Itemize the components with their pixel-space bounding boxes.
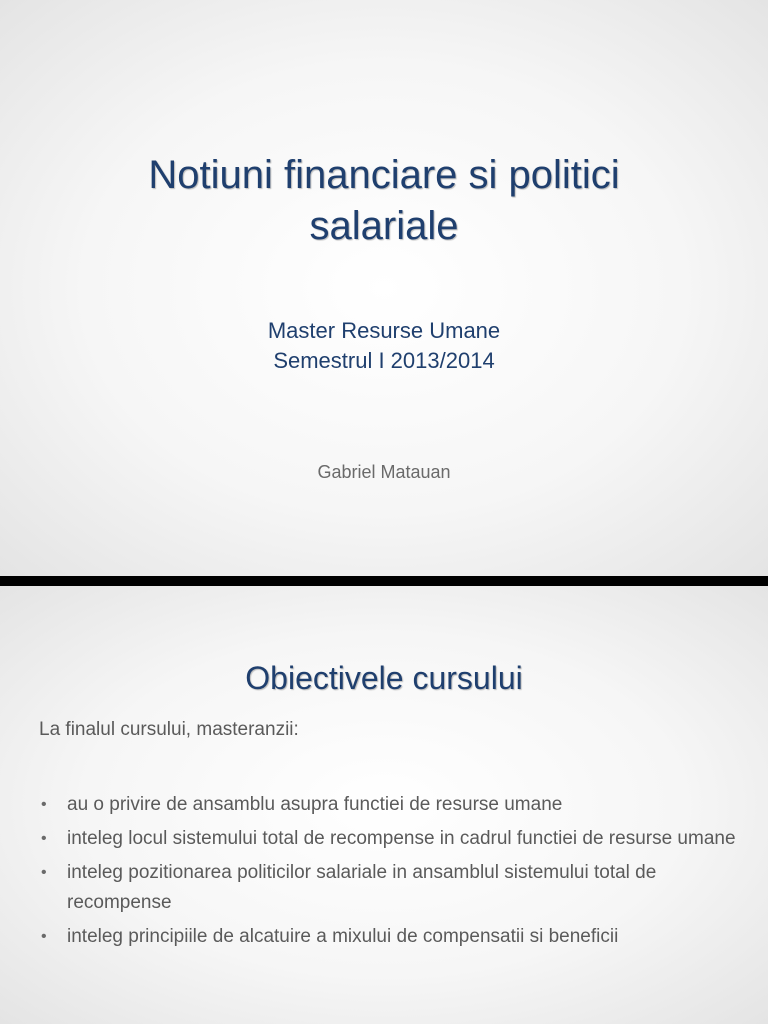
list-item-text: inteleg principiile de alcatuire a mixului de compensatii si beneficii — [67, 926, 619, 947]
objectives-slide — [0, 586, 768, 1024]
list-item — [39, 790, 739, 820]
list-item — [39, 858, 739, 918]
objectives-list — [39, 790, 739, 956]
slide-title-line-1: Notiuni financiare si politici — [148, 153, 620, 197]
author-name: Gabriel Matauan — [317, 462, 451, 482]
intro-text: La finalul cursului, masteranzii: — [39, 719, 299, 740]
list-item — [39, 824, 739, 854]
slide-subtitle — [60, 316, 708, 376]
bullet-icon: • — [41, 796, 47, 813]
subtitle-semester: Semestrul I 2013/2014 — [273, 348, 495, 373]
slide-title — [60, 150, 708, 252]
bullet-icon: • — [41, 830, 47, 847]
bullet-icon: • — [41, 928, 47, 945]
slide-title-line-2: salariale — [309, 204, 459, 248]
subtitle-program: Master Resurse Umane — [267, 318, 501, 343]
list-item-text: inteleg pozitionarea politicilor salariale in ansamblul sistemului total de recompense — [67, 862, 657, 913]
list-item — [39, 922, 739, 952]
list-item-text: inteleg locul sistemului total de recompense in cadrul functiei de resurse umane — [67, 828, 736, 849]
list-item-text: au o privire de ansamblu asupra functiei de resurse umane — [67, 794, 563, 815]
bullet-icon: • — [41, 864, 47, 881]
slide-heading: Obiectivele cursului — [245, 660, 523, 696]
